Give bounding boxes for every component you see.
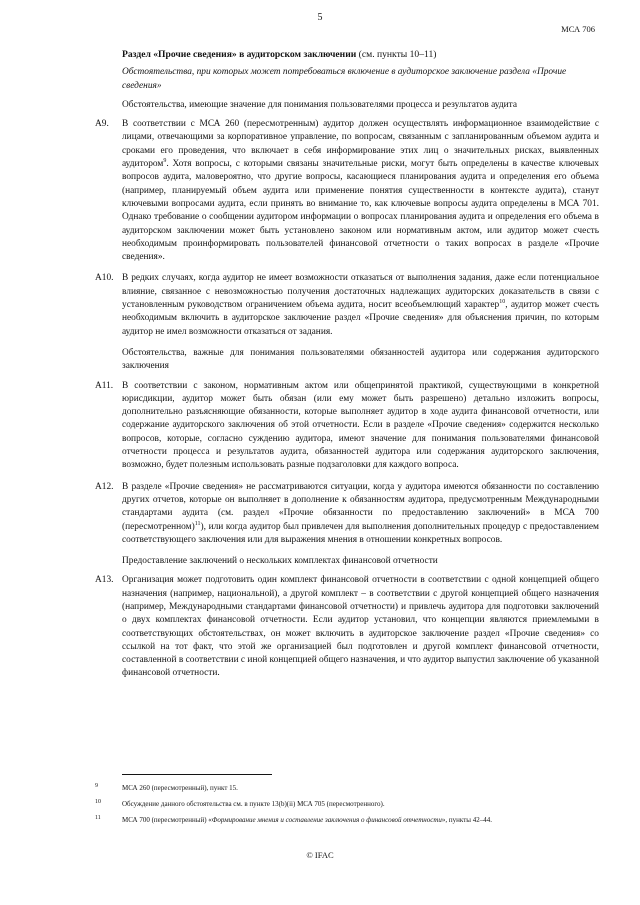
paragraph-a12 [95,481,599,547]
footnote-divider [122,774,272,775]
paragraph-a9 [95,118,599,264]
italic-heading: Обстоятельства, при которых может потребоваться включение в аудиторское заключение раздела «Прочие сведения» [122,67,567,91]
paragraph-text: В соответствии с МСА 260 (пересмотренным) аудитор должен осуществлять информационное взаимодействие с лицами, отвечающими за корпоративное управление, по вопросам, связанным с запланированным объемом аудита и сроками его проведения, что включает в себя информирование этих лиц о значительных рисках, выявленных аудитором [122,119,599,170]
footnote-number: 10 [95,799,101,805]
subheading-multiple-reports: Предоставление заключений о нескольких комплектах финансовой отчетности [122,556,438,567]
footnote-number: 9 [95,783,98,789]
copyright-footer: © IFAC [306,850,334,860]
footnotes [95,774,599,831]
footnote-ref: 9 [163,157,167,164]
section-title-ref: (см. пункты 10–11) [356,49,437,60]
footnote-text-title: Формирование мнения и составление заключения о финансовой отчетности [211,816,442,824]
subheading-auditor-responsibilities: Обстоятельства, важные для понимания пользователями обязанностей аудитора или содержания аудиторского заключения [122,347,599,372]
footnote-text-pre: МСА 700 (пересмотренный) « [122,816,212,824]
footnote-text-post: », пункты 42–44. [441,816,492,824]
paragraph-label: A10. [95,273,114,284]
footnote-9 [95,783,599,793]
paragraph-label: A13. [95,575,114,586]
footnote-text: МСА 260 (пересмотренный), пункт 15. [122,784,238,792]
paragraph-a13 [95,574,600,680]
footnote-ref: 11 [194,520,201,527]
section-title [122,48,599,61]
paragraph-text: В редких случаях, когда аудитор не имеет возможности отказаться от выполнения задания, даже если потенциальное влияние, связанное с невозможностью получения достаточных надлежащих аудиторских доказательств в связи с установленным руководством ограничением объема аудита, носит всеобъемлющий характер [122,273,599,311]
paragraph-a10 [95,272,599,338]
section-title-text: Раздел «Прочие сведения» в аудиторском заключении [122,49,357,60]
standard-code: МСА 706 [561,24,595,34]
document-body [95,48,600,689]
footnote-11 [95,815,599,825]
footnote-text: Обсуждение данного обстоятельства см. в пункте 13(b)(ii) МСА 705 (пересмотренного). [122,800,385,808]
footnote-ref: 10 [499,298,506,305]
paragraph-text: Организация может подготовить один комплект финансовой отчетности в соответствии с одной концепцией общего назначения (например, национальной), а другой комплект – в соответствии с другой концепцией общего назначения (например, Международными стандартами финансовой отчетности) и привлечь аудитора для подготовки заключений о двух комплектах финансовой отчетности. Если аудитор установил, что концепции являются приемлемыми в соответствующих обстоятельствах, он может включить в аудиторское заключение раздел «Прочие сведения» со ссылкой на тот факт, что этой же организацией был подготовлен и другой комплект финансовой отчетности, составленной в соответствии с иной концепцией общего назначения, и что аудитор выпустил заключение об указанной финансовой отчетности. [122,575,600,679]
subheading-audit-process: Обстоятельства, имеющие значение для понимания пользователями процесса и результатов аудита [122,99,518,110]
footnote-10 [95,799,599,809]
page-number: 5 [317,12,323,23]
paragraph-text: В соответствии с законом, нормативным актом или общепринятой практикой, существующими в конкретной юрисдикции, аудитор может быть обязан (или ему может быть разрешено) детально изложить вопросы, дополнительно разъясняющие обязанности, которые выполняет аудитор в ходе аудита финансовой отчетности, или содержание аудиторского заключения об этой отчетности. Если в разделе «Прочие сведения» содержится несколько вопросов, которые, согласно суждению аудитора, имеют значение для понимания пользователями финансовой отчетности процесса и результатов аудита, обязанностей аудитора или содержания аудиторского заключения, возможно, будет полезным использовать разные подзаголовки для каждого вопроса. [122,380,599,471]
paragraph-label: A11. [95,380,114,391]
footnote-number: 11 [95,815,101,821]
paragraph-text: . Хотя вопросы, с которыми связаны значительные риски, могут быть определены в качестве ключевых вопросов аудита, маловероятно, что другие вопросы, касающиеся планирования аудита и определения его объема (например, планируемый объем аудита или применение понятия существенности в контексте аудита), станут ключевыми вопросами аудита, если принять во внимание то, как ключевые вопросы аудита определены в МСА 701. Однако требование о сообщении аудитором информации о вопросах планирования аудита и определения его объема в аудиторском заключении может быть установлено законом или нормативным актом, или аудитор может счесть необходимым проинформировать пользователей финансовой отчетности о таких вопросах в разделе «Прочие сведения». [122,159,599,263]
paragraph-text: В разделе «Прочие сведения» не рассматриваются ситуации, когда у аудитора имеются обязанности по составлению других отчетов, которые он выполняет в дополнение к обязанностям аудитора, предусмотренным Международными стандартами аудита (см. раздел «Прочие обязанности по предоставлению заключений» в МСА 700 (пересмотренном) [122,481,599,532]
paragraph-label: A12. [95,481,114,492]
paragraph-label: A9. [95,119,109,130]
paragraph-text: , аудитор может счесть необходимым включить в аудиторское заключение раздел «Прочие сведения» для объяснения причин, по которым аудитор не имел возможности отказаться от задания. [122,300,599,337]
paragraph-a11 [95,380,599,473]
paragraph-text: ), или когда аудитор был привлечен для выполнения дополнительных процедур с предоставлением соответствующего заключения или для выражения мнения в отношении конкретных вопросов. [122,521,599,545]
